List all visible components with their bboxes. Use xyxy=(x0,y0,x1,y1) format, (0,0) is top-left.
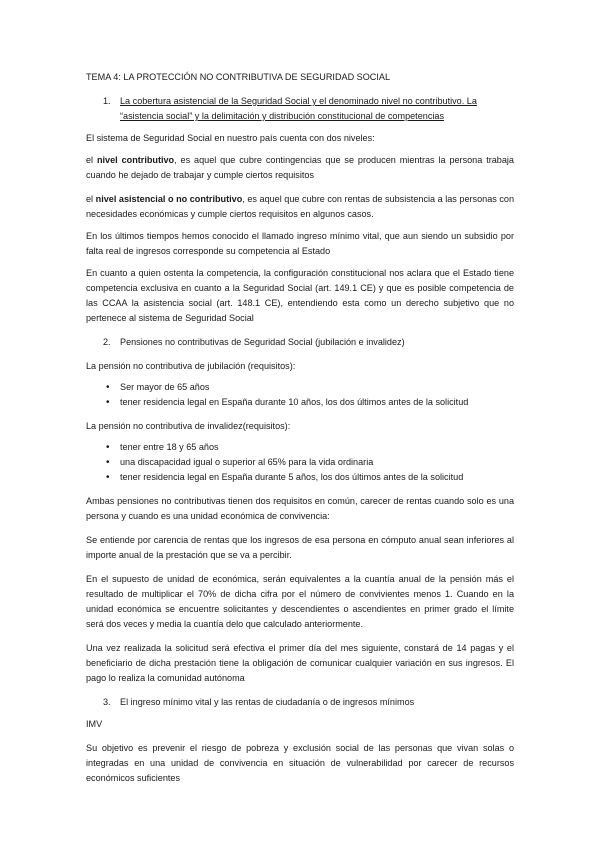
assistance-paragraph xyxy=(86,192,514,222)
application-paragraph: Una vez realizada la solicitud será efectiva el primer día del mes siguiente, constará de 14 pagas y el beneficiario de dicha prestación tiene la obligación de comunicar cualquier variación en sus ingresos. El pago lo realiza la comunidad autónoma xyxy=(86,643,514,683)
imv-heading: IMV xyxy=(86,719,103,729)
list-item xyxy=(86,395,514,410)
section-2-heading xyxy=(86,335,514,350)
list-item-text: Ser mayor de 65 años xyxy=(120,382,210,392)
contributive-paragraph xyxy=(86,153,514,183)
list-item-text: tener residencia legal en España durante 10 años, los dos últimos antes de la solicitud xyxy=(120,397,469,407)
section-1-title-line2: “asistencia social” y la delimitación y distribución constitucional de competencias xyxy=(120,111,444,121)
list-item xyxy=(86,380,514,395)
section-3-title: El ingreso mínimo vital y las rentas de ciudadanía o de ingresos mínimos xyxy=(120,697,415,707)
list-item-text: una discapacidad igual o superior al 65% para la vida ordinaria xyxy=(120,457,374,467)
bullet-icon xyxy=(86,440,120,455)
section-3-heading xyxy=(86,695,514,710)
section-3-number: 3. xyxy=(103,697,111,707)
contributive-term: nivel contributivo xyxy=(96,155,175,165)
competence-paragraph: En cuanto a quien ostenta la competencia, la configuración constitucional nos aclara que el Estado tiene competencia exclusiva en cuanto a la Seguridad Social (art. 149.1 CE) y que es posible competencia de las CCAA la asistencia social (art. 148.1 CE), entendiendo esta como un derecho subjetivo que no pertenece al sistema de Seguridad Social xyxy=(86,268,514,323)
retirement-requirements-list xyxy=(86,380,514,410)
document-page xyxy=(86,64,514,786)
intro-paragraph: El sistema de Seguridad Social en nuestro país cuenta con dos niveles: xyxy=(86,133,375,143)
list-item-text: tener residencia legal en España durante 5 años, los dos últimos antes de la solicitud xyxy=(120,472,464,482)
retirement-requirements-heading: La pensión no contributiva de jubilación (requisitos): xyxy=(86,361,296,371)
section-1-heading xyxy=(86,94,514,124)
common-requirements-paragraph: Ambas pensiones no contributivas tienen dos requisitos en común, carecer de rentas cuando solo es una persona y cuando es una unidad económica de convivencia: xyxy=(86,496,514,521)
assistance-text: , es aquel que cubre con rentas de subsistencia a las personas con necesidades económicas y cumple ciertos requisitos en algunos casos. xyxy=(86,194,515,219)
contributive-prefix: el xyxy=(86,155,97,165)
bullet-icon xyxy=(86,470,120,485)
list-item xyxy=(86,440,514,455)
bullet-icon xyxy=(86,380,120,395)
bullet-icon xyxy=(86,395,120,410)
section-1-number: 1. xyxy=(103,96,111,106)
bullet-icon xyxy=(86,455,120,470)
objective-paragraph: Su objetivo es prevenir el riesgo de pobreza y exclusión social de las personas que vivan solas o integradas en una unidad de convivencia en situación de vulnerabilidad por carecer de recursos económicos suficientes xyxy=(86,743,514,783)
document-title: TEMA 4: LA PROTECCIÓN NO CONTRIBUTIVA DE SEGURIDAD SOCIAL xyxy=(86,72,391,82)
disability-requirements-list xyxy=(86,440,514,485)
assistance-term: nivel asistencial o no contributivo xyxy=(95,194,243,204)
section-2-number: 2. xyxy=(103,337,111,347)
section-2-title: Pensiones no contributivas de Seguridad Social (jubilación e invalidez) xyxy=(120,337,405,347)
disability-requirements-heading: La pensión no contributiva de invalidez(requisitos): xyxy=(86,421,291,431)
list-item xyxy=(86,470,514,485)
assistance-prefix: el xyxy=(86,194,96,204)
list-item-text: tener entre 18 y 65 años xyxy=(120,442,219,452)
income-shortage-paragraph: Se entiende por carencia de rentas que los ingresos de esa persona en cómputo anual sean inferiores al importe anual de la prestación que se va a percibir. xyxy=(86,535,514,560)
list-item xyxy=(86,455,514,470)
contributive-text: , es aquel que cubre contingencias que se producen mientras la persona trabaja cuando he dejado de trabajar y cumple ciertos requisitos xyxy=(86,155,514,180)
imv-paragraph: En los últimos tiempos hemos conocido el llamado ingreso mínimo vital, que aun siendo un subsidio por falta real de ingresos corresponde su competencia al Estado xyxy=(86,231,514,256)
economic-unit-paragraph: En el supuesto de unidad de económica, serán equivalentes a la cuantía anual de la pensión más el resultado de multiplicar el 70% de dicha cifra por el número de convivientes menos 1. Cuando en la unidad económica se encuentre solicitantes y descendientes o ascendientes en primer grado el límite será dos veces y media la cuantía delo que calculado anteriormente. xyxy=(86,574,514,629)
section-1-title-line1: La cobertura asistencial de la Seguridad Social y el denominado nivel no contributivo. La xyxy=(120,96,477,106)
